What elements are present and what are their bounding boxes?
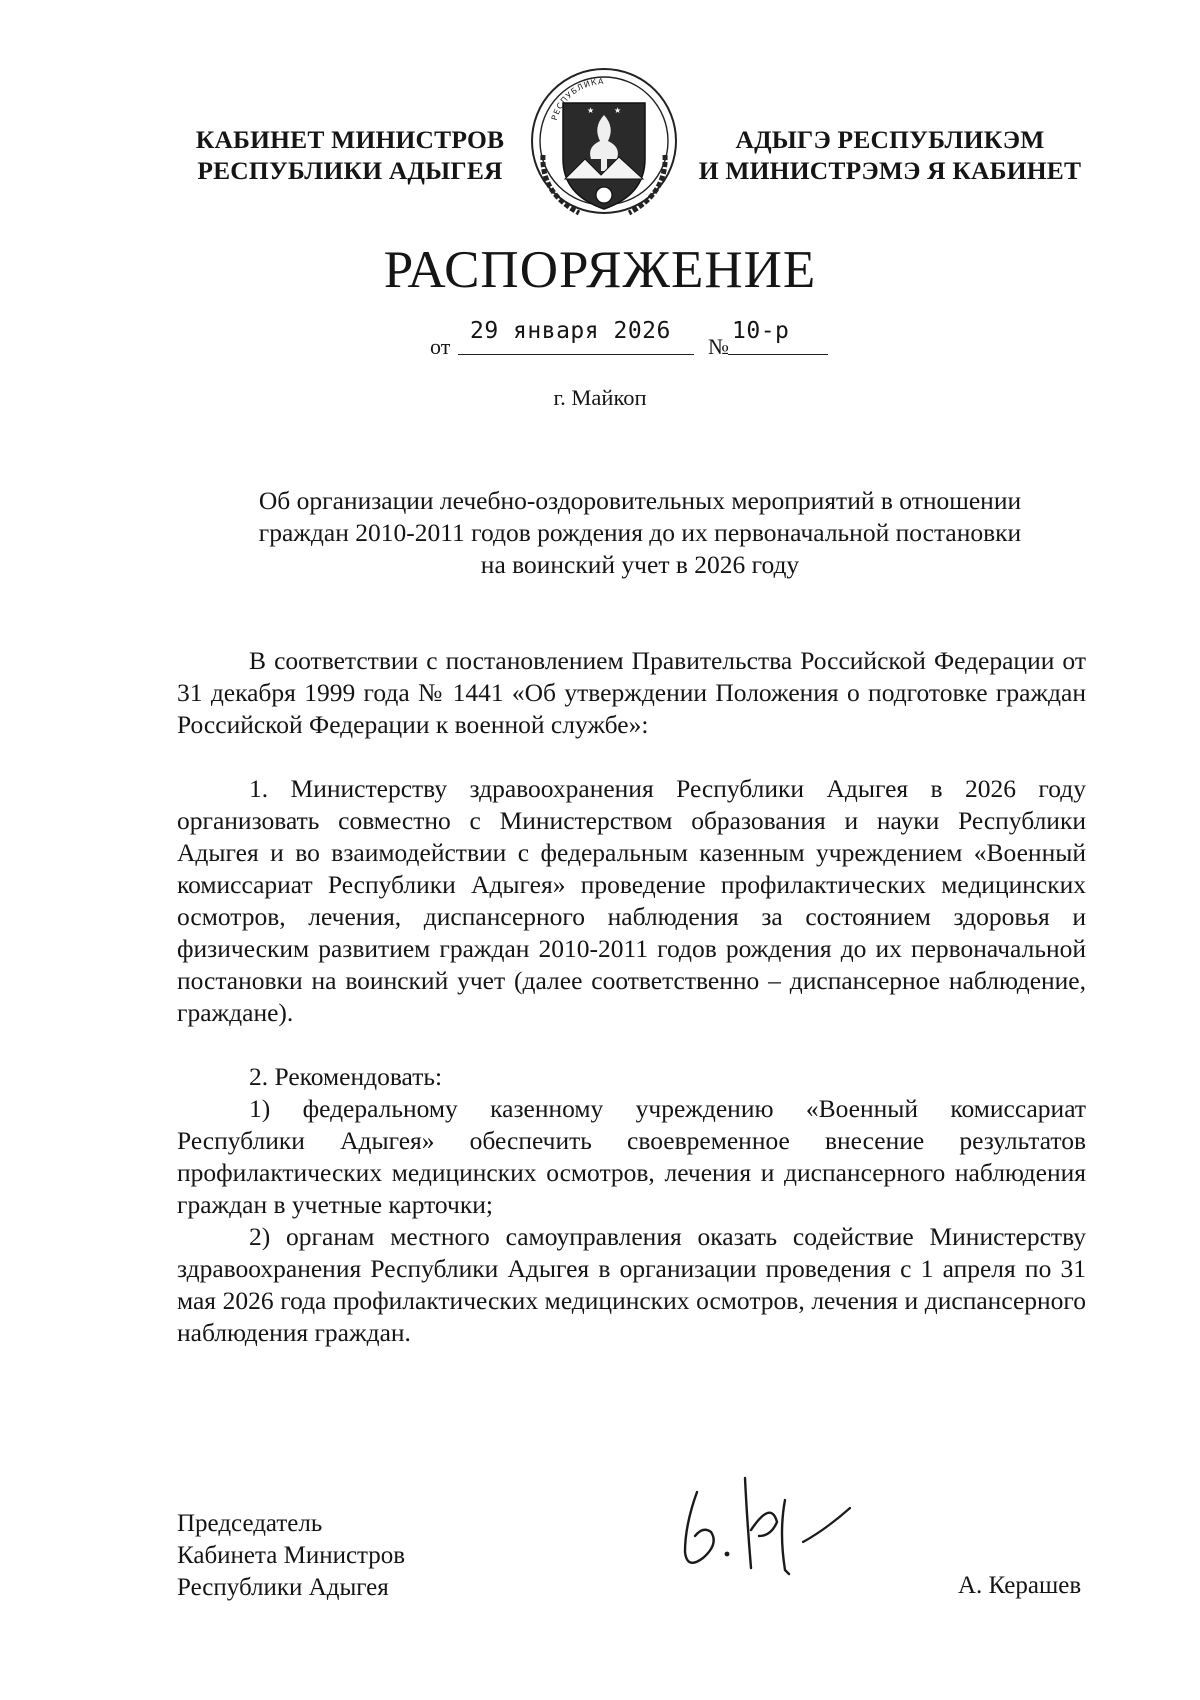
item-1-paragraph: 1. Министерству здравоохранения Республики Адыгея в 2026 году организовать совместно с Министерством образования и науки Республики Адыгея и во взаимодействии с федеральным казенным учреждением «Военный комиссариат Республики Адыгея» проведение профилактических медицинских осмотров, лечения, диспансерного наблюдения за состоянием здоровья и физическим развитием граждан 2010-2011 годов рождения до их первоначальной постановки на воинский учет (далее соответственно – диспансерное наблюдение, граждане). <box>177 774 1086 1027</box>
number-underline <box>728 354 828 355</box>
signatory-position <box>177 1508 405 1604</box>
date-label: от <box>430 334 451 359</box>
issuer-adyghe-line-2: И МИНИСТРЭМЭ Я КАБИНЕТ <box>698 156 1082 185</box>
item-2-paragraph: 2. Рекомендовать: <box>249 1062 443 1091</box>
position-line-2: Кабинета Министров <box>177 1542 406 1569</box>
emblem-ring-text: РЕСПУБЛИКА <box>549 76 605 122</box>
number-label: № <box>708 334 729 359</box>
subject-line-1: Об организации лечебно-оздоровительных мероприятий в отношении <box>258 486 1022 515</box>
issuer-name-russian <box>190 124 510 186</box>
issuer-adyghe-line-1: АДЫГЭ РЕСПУБЛИКЭМ <box>735 125 1045 154</box>
subject-line-2: граждан 2010-2011 годов рождения до их первоначальной постановки <box>258 518 1022 547</box>
coat-of-arms-emblem <box>529 63 679 221</box>
city: г. Майкоп <box>553 385 647 410</box>
svg-text:★: ★ <box>587 106 595 115</box>
position-line-1: Председатель <box>177 1510 323 1537</box>
item-2-1-paragraph: 1) федеральному казенному учреждению «Военный комиссариат Республики Адыгея» обеспечить своевременное внесение результатов профилактических медицинских осмотров, лечения и диспансерного наблюдения граждан в учетные карточки; <box>177 1094 1086 1219</box>
date-underline <box>458 354 694 355</box>
position-line-3: Республики Адыгея <box>177 1574 389 1601</box>
preamble-paragraph: В соответствии с постановлением Правительства Российской Федерации от 31 декабря 1999 года № 1441 «Об утверждении Положения о подготовке граждан Российской Федерации к военной службе»: <box>177 646 1086 739</box>
issuer-line-2: РЕСПУБЛИКИ АДЫГЕЯ <box>197 156 503 185</box>
number-value: 10-р <box>732 318 790 344</box>
subject-line-3: на воинский учет в 2026 году <box>480 550 800 579</box>
item-2-2-paragraph: 2) органам местного самоуправления оказать содействие Министерству здравоохранения Республики Адыгея в организации проведения с 1 апреля по 31 мая 2026 года профилактических медицинских осмотров, лечения и диспансерного наблюдения граждан. <box>177 1222 1086 1347</box>
signatory-name: А. Керашев <box>958 1572 1082 1599</box>
document-body <box>177 645 1086 1349</box>
document-subject <box>180 485 1100 581</box>
svg-text:★: ★ <box>614 106 622 115</box>
issuer-name-adyghe <box>690 124 1090 186</box>
date-value: 29 января 2026 <box>470 318 671 344</box>
issuer-line-1: КАБИНЕТ МИНИСТРОВ <box>195 125 505 154</box>
document-title: РАСПОРЯЖЕНИЕ <box>383 241 817 299</box>
handwritten-signature <box>675 1470 875 1580</box>
registration-line <box>0 318 1200 358</box>
